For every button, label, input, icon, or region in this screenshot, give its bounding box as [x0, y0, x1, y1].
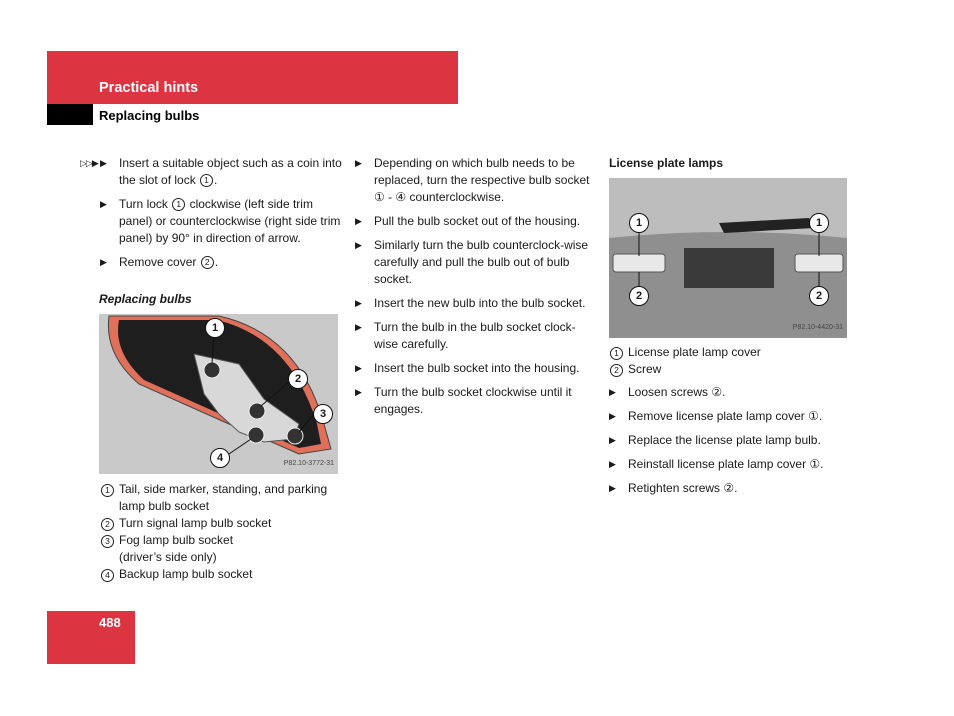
- step-item: ▶ Turn the bulb socket clockwise until it engages.: [355, 385, 572, 416]
- triangle-right-icon: ▶: [355, 240, 362, 250]
- triangle-right-icon: ▶: [100, 199, 107, 209]
- column-left: [80, 155, 342, 583]
- page-number: 488: [99, 615, 121, 630]
- step-item: ▶ Insert the new bulb into the bulb socket.: [355, 296, 586, 310]
- triangle-right-icon: ▶: [355, 298, 362, 308]
- triangle-right-icon: ▶: [355, 158, 362, 168]
- step-item: ▶ Replace the license plate lamp bulb.: [609, 433, 821, 447]
- callout-4: 4: [210, 448, 230, 468]
- triangle-right-icon: ▶: [609, 459, 616, 469]
- column-right: [609, 155, 849, 504]
- callout-2: 2: [629, 286, 649, 306]
- section-title: Practical hints: [99, 80, 199, 96]
- license-plate-illustration: [609, 178, 847, 338]
- callout-1: 1: [205, 318, 225, 338]
- legend-item: 4 Backup lamp bulb socket: [100, 566, 342, 583]
- triangle-right-icon: ▶: [355, 387, 362, 397]
- figure-legend: [100, 481, 342, 583]
- header-band: [47, 51, 458, 104]
- license-plate-figure: [609, 178, 847, 338]
- column-middle: [355, 155, 595, 425]
- triangle-right-icon: ▶: [100, 158, 107, 168]
- triangle-right-icon: ▶: [609, 435, 616, 445]
- step-item: ▶ Pull the bulb socket out of the housing.: [355, 214, 581, 228]
- section-heading: License plate lamps: [609, 156, 724, 170]
- step-item: ▶ Remove license plate lamp cover ①.: [609, 409, 823, 423]
- subsection-title: Replacing bulbs: [99, 108, 200, 123]
- figure-legend: [609, 344, 849, 378]
- page-number-box: [47, 611, 135, 664]
- legend-item: 2 Screw: [609, 361, 849, 378]
- step-item: ▷▷▶ ▶ Insert a suitable object such as a coin into the slot of lock 1 .: [80, 156, 342, 187]
- triangle-right-icon: ▶: [609, 483, 616, 493]
- callout-1: 1: [809, 213, 829, 233]
- triangle-right-icon: ▶: [100, 257, 107, 267]
- legend-item: 2 Turn signal lamp bulb socket: [100, 515, 342, 532]
- continued-marker-icon: ▷▷▶: [80, 158, 98, 168]
- tail-lamp-figure: [99, 314, 338, 474]
- legend-item: 1 License plate lamp cover: [609, 344, 849, 361]
- callout-1: 1: [629, 213, 649, 233]
- callout-2: 2: [288, 369, 308, 389]
- triangle-right-icon: ▶: [355, 322, 362, 332]
- legend-item: 1 Tail, side marker, standing, and parking lamp bulb socket: [100, 481, 342, 515]
- step-item: ▶ Turn the bulb in the bulb socket clock-wise carefully.: [355, 320, 576, 351]
- triangle-right-icon: ▶: [355, 216, 362, 226]
- step-item: ▶ Remove cover 2 .: [100, 255, 219, 269]
- step-item: ▶ Turn lock 1 clockwise (left side trim panel) or counterclockwise (right side trim panel) by 90° in direction of arrow.: [100, 197, 341, 245]
- triangle-right-icon: ▶: [609, 411, 616, 421]
- triangle-right-icon: ▶: [609, 387, 616, 397]
- callout-2: 2: [809, 286, 829, 306]
- figure-heading: Replacing bulbs: [99, 292, 192, 306]
- figure-code: P82.10-3772-31: [283, 460, 334, 467]
- header-black-tab: [47, 104, 93, 125]
- step-item: ▶ Depending on which bulb needs to be replaced, turn the respective bulb socket ① - ④ counterclockwise.: [355, 156, 590, 204]
- triangle-right-icon: ▶: [355, 363, 362, 373]
- step-item: ▶ Insert the bulb socket into the housing.: [355, 361, 580, 375]
- callout-3: 3: [313, 404, 333, 424]
- step-item: ▶ Reinstall license plate lamp cover ①.: [609, 457, 824, 471]
- step-item: ▶ Loosen screws ②.: [609, 385, 726, 399]
- figure-code: P82.10-4420-31: [792, 324, 843, 331]
- legend-item: 3 Fog lamp bulb socket (driver’s side only): [100, 532, 259, 566]
- step-item: ▶ Retighten screws ②.: [609, 481, 738, 495]
- step-item: ▶ Similarly turn the bulb counterclock-wise carefully and pull the bulb out of bulb socket.: [355, 238, 589, 286]
